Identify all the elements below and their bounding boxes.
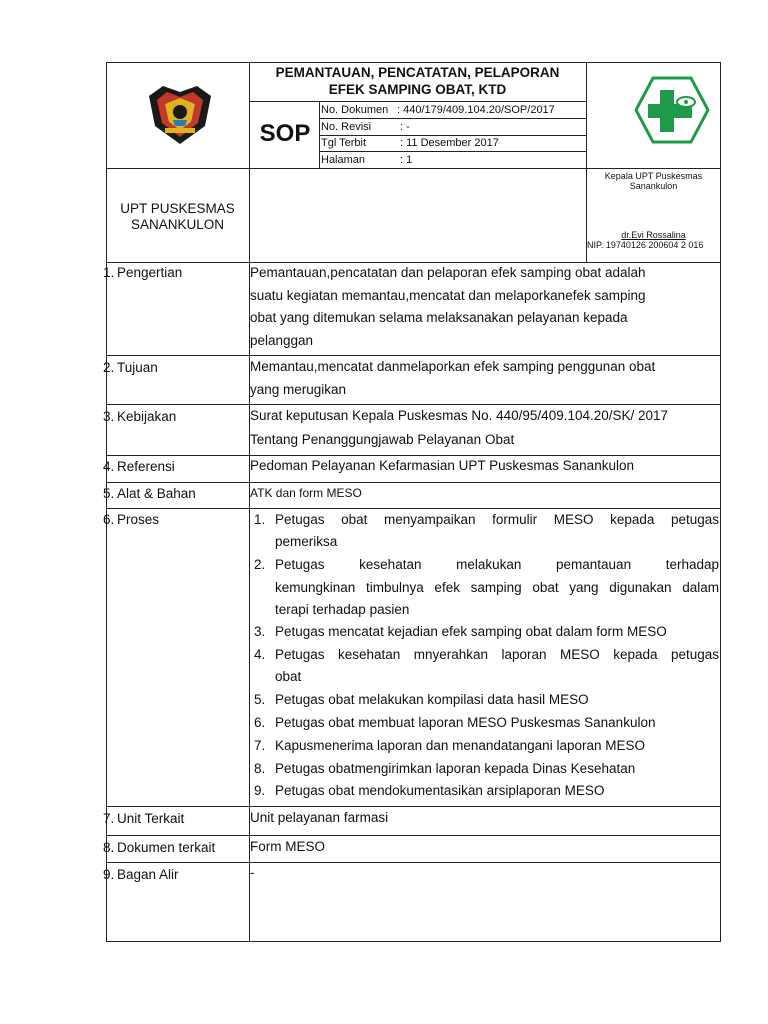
- row-sep-7: [106, 835, 721, 836]
- document-title-line-1: PEMANTAUAN, PENCATATAN, PELAPORAN: [275, 65, 560, 80]
- row-number: 9.: [103, 867, 115, 882]
- bagan-alir-text: -: [250, 865, 255, 880]
- row-number: 7.: [103, 811, 115, 826]
- meta-key-issue-date: Tgl Terbit: [321, 137, 367, 149]
- organization-name-line-1: UPT PUSKESMAS: [120, 201, 235, 216]
- health-cross-icon: [634, 76, 710, 144]
- proses-step-text: Petugas obat mendokumentasikan arsiplaporan MESO: [275, 783, 605, 798]
- proses-step-number: 2.: [254, 557, 266, 572]
- tujuan-line-1: Memantau,mencatat danmelaporkan efek samping penggunan obat: [250, 359, 656, 374]
- row-label-kebijakan: Kebijakan: [117, 409, 177, 424]
- proses-step-number: 7.: [254, 738, 266, 753]
- row-label-bagan-alir: Bagan Alir: [117, 867, 179, 882]
- meta-value-doc-number: : 440/179/409.104.20/SOP/2017: [397, 104, 555, 116]
- proses-step-number: 9.: [254, 783, 266, 798]
- proses-step-text: Petugas obat menyampaikan formulir MESO kepada petugas: [275, 512, 719, 527]
- row-label-unit-terkait: Unit Terkait: [117, 811, 185, 826]
- header-row-1-bottom: [106, 168, 721, 169]
- referensi-text: Pedoman Pelayanan Kefarmasian UPT Puskesmas Sanankulon: [250, 458, 634, 473]
- row-number: 2.: [103, 360, 115, 375]
- signer-nip: NIP. 19740126 200604 2 016: [587, 240, 704, 250]
- row-label-tujuan: Tujuan: [117, 360, 158, 375]
- proses-step-text: Kapusmenerima laporan dan menandatangani laporan MESO: [275, 738, 645, 753]
- table-right-border: [720, 62, 721, 941]
- sop-label: SOP: [259, 120, 311, 147]
- row-label-pengertian: Pengertian: [117, 265, 183, 280]
- row-number: 4.: [103, 459, 115, 474]
- regional-emblem-icon: [145, 82, 215, 146]
- proses-step-text: Petugas kesehatan mnyerahkan laporan MESO kepada petugas: [275, 647, 719, 662]
- dokumen-terkait-text: Form MESO: [250, 839, 326, 854]
- proses-step-number: 8.: [254, 761, 266, 776]
- meta-key-doc-number: No. Dokumen: [321, 104, 389, 116]
- proses-step-text: pemeriksa: [275, 534, 338, 549]
- alat-bahan-text: ATK dan form MESO: [250, 486, 362, 500]
- meta-key-revision: No. Revisi: [321, 121, 372, 133]
- row-number: 8.: [103, 840, 115, 855]
- pengertian-line-2: suatu kegiatan memantau,mencatat dan melaporkanefek samping: [250, 288, 646, 303]
- kebijakan-line-2: Tentang Penanggungjawab Pelayanan Obat: [250, 432, 515, 447]
- tujuan-line-2: yang merugikan: [250, 382, 347, 397]
- meta-value-revision: : -: [400, 121, 410, 133]
- row-label-referensi: Referensi: [117, 459, 175, 474]
- row-label-alat-bahan: Alat & Bahan: [117, 486, 196, 501]
- meta-line-3: [319, 151, 586, 152]
- row-label-dokumen-terkait: Dokumen terkait: [117, 840, 216, 855]
- proses-step-number: 6.: [254, 715, 266, 730]
- row-number: 1.: [103, 265, 115, 280]
- signer-title-line-1: Kepala UPT Puskesmas: [604, 171, 703, 181]
- meta-value-issue-date: : 11 Desember 2017: [400, 137, 499, 149]
- row-sep-4: [106, 482, 721, 483]
- proses-step-text: kemungkinan timbulnya efek samping obat yang digunakan dalam: [275, 580, 719, 595]
- proses-step-text: terapi terhadap pasien: [275, 602, 410, 617]
- row-sep-8: [106, 862, 721, 863]
- table-left-border: [106, 62, 107, 941]
- row-label-proses: Proses: [117, 512, 160, 527]
- proses-step-text: Petugas obat membuat laporan MESO Puskesmas Sanankulon: [275, 715, 656, 730]
- document-title-line-2: EFEK SAMPING OBAT, KTD: [328, 82, 507, 97]
- proses-step-number: 3.: [254, 624, 266, 639]
- proses-step-text: Petugas obat melakukan kompilasi data hasil MESO: [275, 692, 589, 707]
- pengertian-line-4: pelanggan: [250, 333, 314, 348]
- proses-step-text: Petugas kesehatan melakukan pemantauan terhadap: [275, 557, 719, 572]
- row-sep-6: [106, 806, 721, 807]
- organization-name-line-2: SANANKULON: [130, 217, 225, 232]
- row-number: 5.: [103, 486, 115, 501]
- meta-line-1: [319, 118, 586, 119]
- proses-step-number: 4.: [254, 647, 266, 662]
- table-top-border: [106, 62, 721, 63]
- proses-step-text: Petugas mencatat kejadian efek samping obat dalam form MESO: [275, 624, 667, 639]
- table-bottom-border: [106, 941, 721, 942]
- proses-step-number: 1.: [254, 512, 266, 527]
- row-number: 3.: [103, 409, 115, 424]
- proses-step-number: 5.: [254, 692, 266, 707]
- unit-terkait-text: Unit pelayanan farmasi: [250, 810, 389, 825]
- meta-key-page: Halaman: [321, 154, 366, 166]
- row-number: 6.: [103, 512, 115, 527]
- title-underline: [249, 101, 586, 102]
- pengertian-line-1: Pemantauan,pencatatan dan pelaporan efek samping obat adalah: [250, 265, 646, 280]
- meta-line-2: [319, 135, 586, 136]
- meta-value-page: : 1: [400, 154, 413, 166]
- proses-step-text: obat: [275, 669, 302, 684]
- pengertian-line-3: obat yang ditemukan selama melaksanakan pelayanan kepada: [250, 310, 628, 325]
- signer-name: dr.Evi Rossalina: [621, 230, 686, 240]
- signer-title-line-2: Sanankulon: [629, 181, 678, 191]
- kebijakan-line-1: Surat keputusan Kepala Puskesmas No. 440/95/409.104.20/SK/ 2017: [250, 408, 669, 423]
- proses-step-text: Petugas obatmengirimkan laporan kepada Dinas Kesehatan: [275, 761, 636, 776]
